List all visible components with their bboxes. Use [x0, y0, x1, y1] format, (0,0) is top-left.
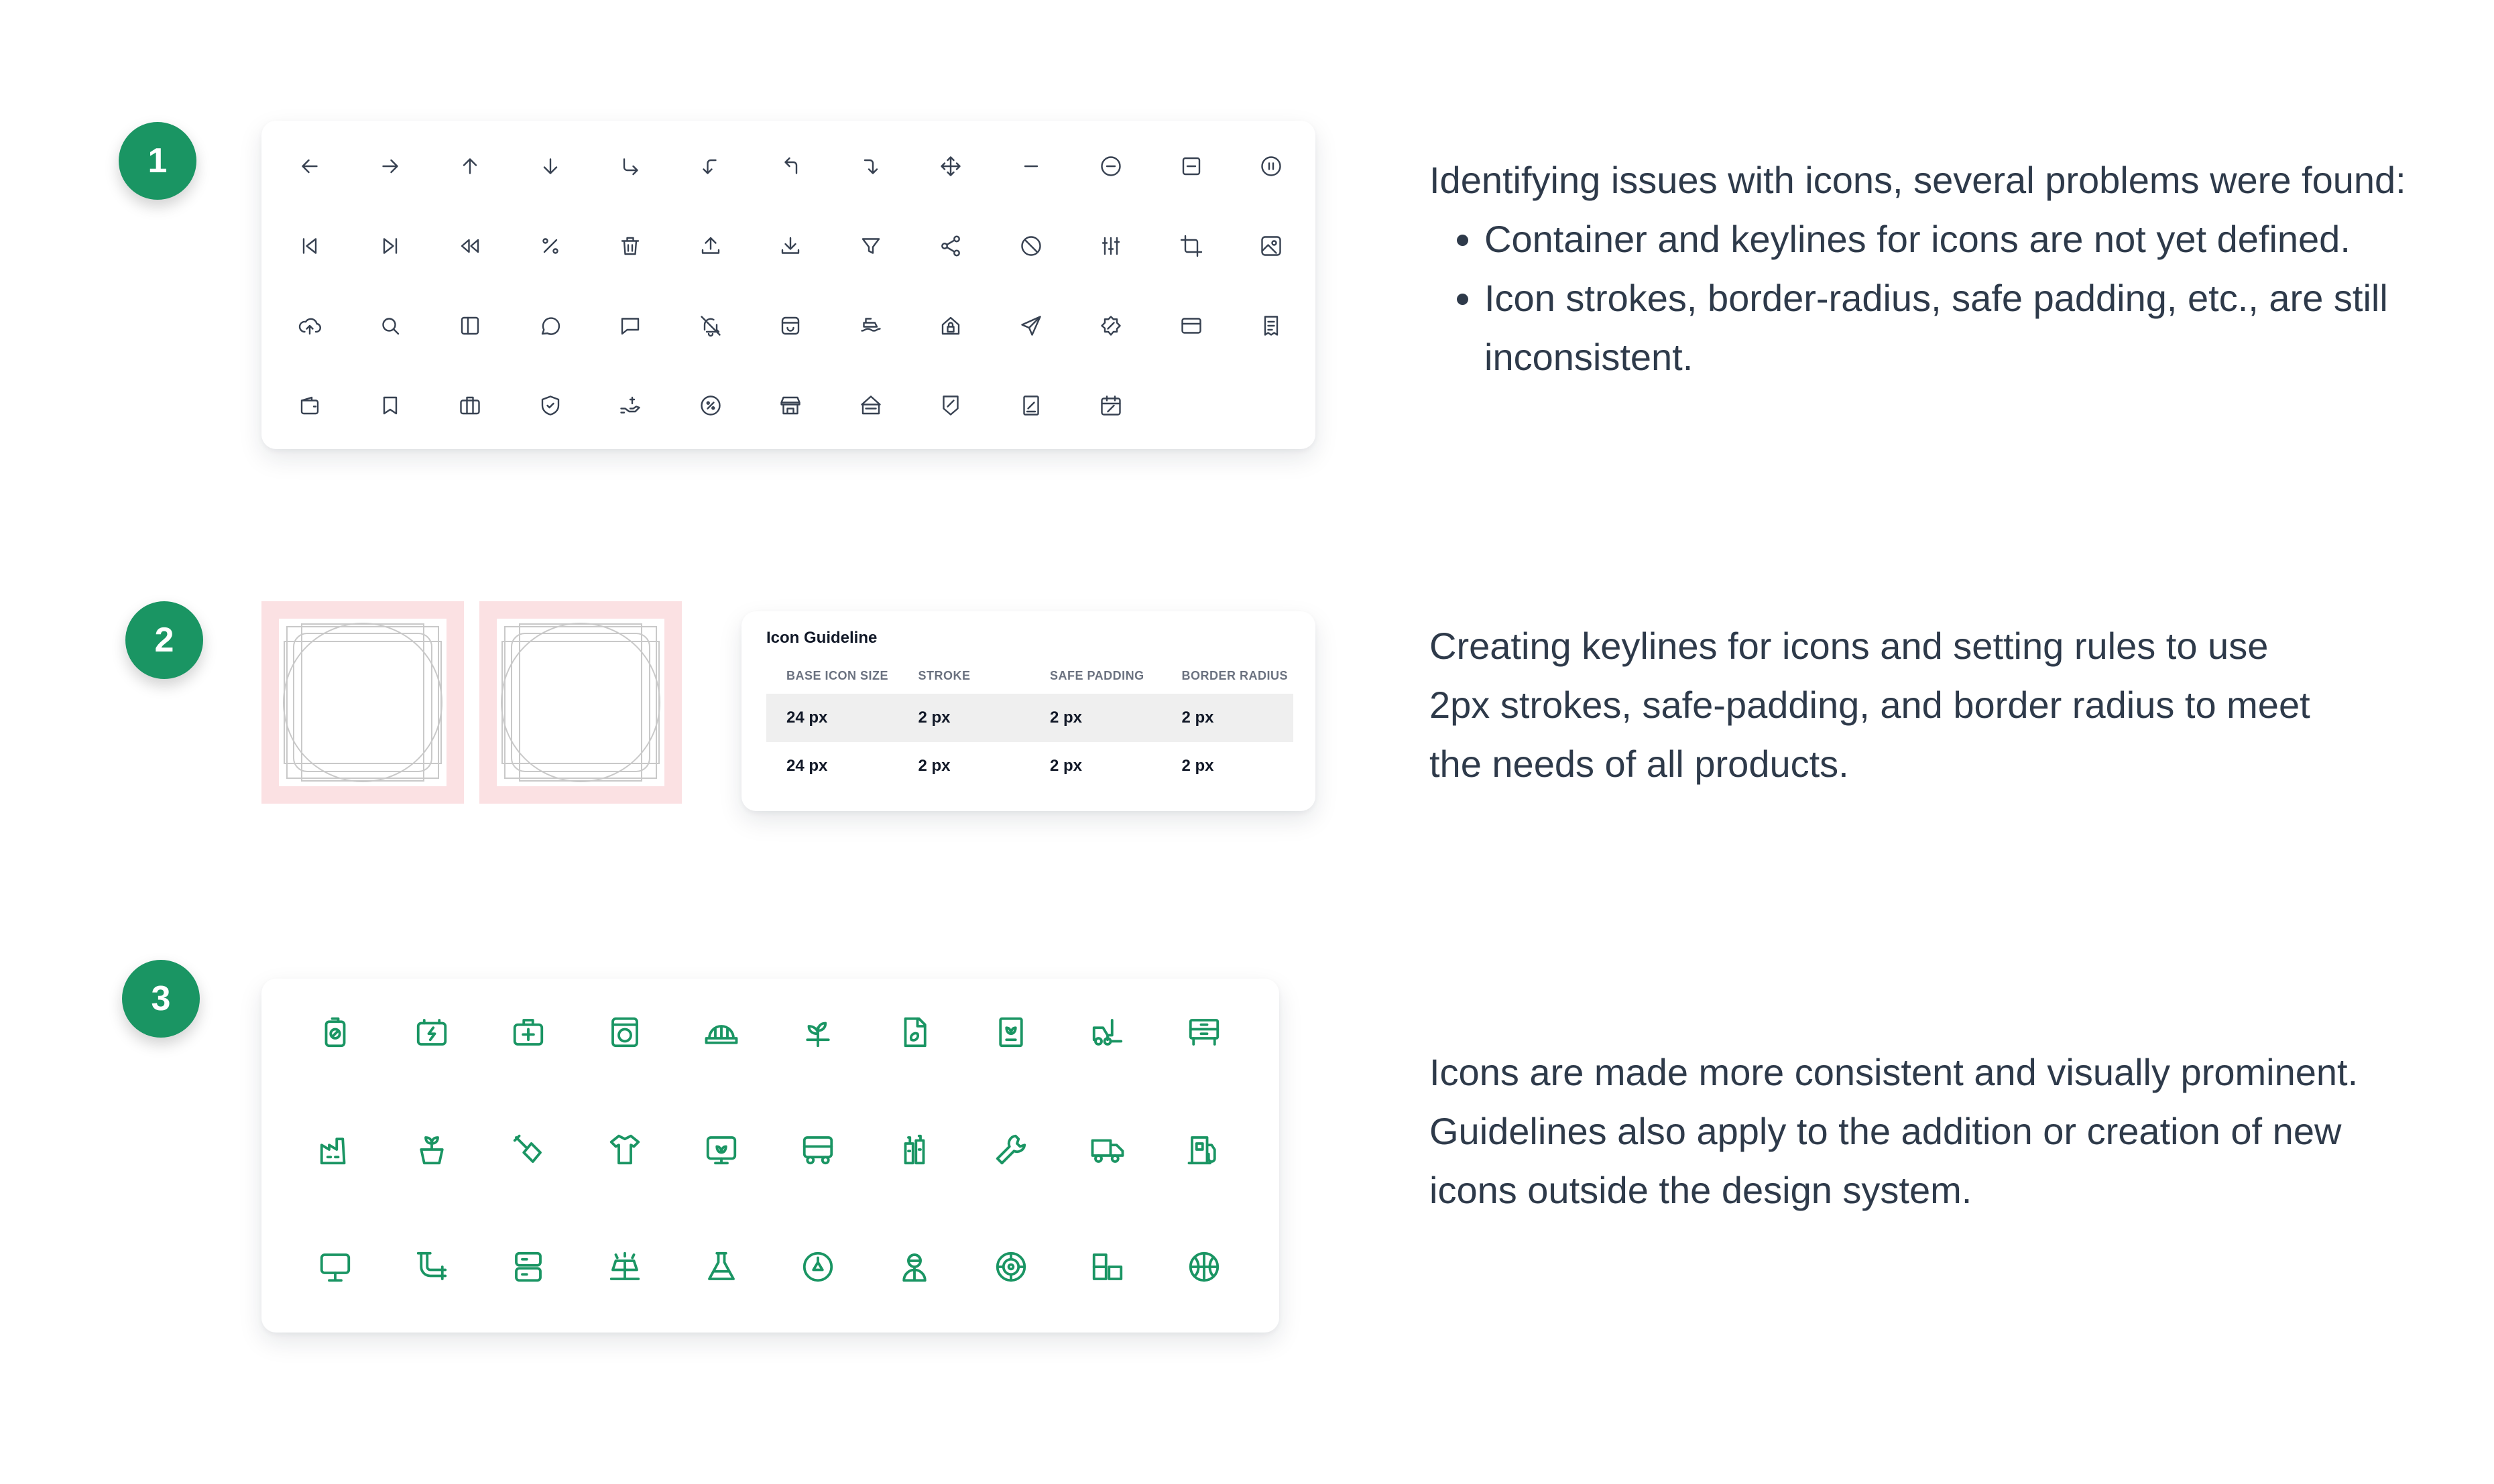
battery-charge-icon: [414, 1014, 450, 1050]
flask-icon: [703, 1249, 739, 1285]
table-cell: 2 px: [1162, 694, 1294, 742]
skip-forward-icon: [378, 234, 402, 258]
first-aid-kit-icon: [510, 1014, 546, 1050]
target-percent-icon: [699, 393, 723, 418]
boxes-icon: [1089, 1249, 1126, 1285]
guideline-table: [766, 669, 1293, 790]
table-cell: 24 px: [786, 757, 828, 775]
corner-up-left-icon: [778, 154, 803, 178]
store-icon: [778, 314, 803, 338]
section-1-intro: Identifying issues with icons, several problems were found:: [1429, 159, 2406, 201]
search-icon: [378, 314, 402, 338]
briefcase-icon: [458, 393, 482, 418]
shop-icon: [778, 393, 803, 418]
minus-icon: [1019, 154, 1043, 178]
step-badge-2: 2: [125, 601, 203, 679]
shovel-icon: [510, 1131, 546, 1168]
arrow-down-icon: [538, 154, 562, 178]
server-icon: [510, 1249, 546, 1285]
shirt-icon: [607, 1131, 643, 1168]
wallet-icon: [298, 393, 322, 418]
pipe-icon: [414, 1249, 450, 1285]
bottles-icon: [896, 1131, 933, 1168]
crop-icon: [1179, 234, 1203, 258]
washing-machine-icon: [607, 1014, 643, 1050]
icon-guideline-card: [741, 611, 1315, 811]
table-cell: 2 px: [1181, 757, 1214, 775]
arrow-up-icon: [458, 154, 482, 178]
bill-percent-icon: [1019, 393, 1043, 418]
filter-icon: [859, 234, 883, 258]
section-3-description: Icons are made more consistent and visually prominent. Guidelines also apply to the addition or creation of new icons outside the design system.: [1429, 1051, 2359, 1211]
table-cell: 2 px: [1030, 694, 1162, 742]
block-icon: [1019, 234, 1043, 258]
cloud-upload-icon: [298, 314, 322, 338]
keyline-grid-primary: [261, 601, 464, 804]
cabinet-icon: [1186, 1014, 1222, 1050]
message-square-icon: [618, 314, 642, 338]
factory-icon: [317, 1131, 353, 1168]
upload-icon: [699, 234, 723, 258]
table-row: [766, 694, 1293, 742]
issue-item: • Container and keylines for icons are not yet defined.: [1484, 210, 2448, 269]
keyline-grid-secondary: [479, 601, 682, 804]
issue-list: [1429, 210, 2448, 387]
rewind-icon: [458, 234, 482, 258]
table-cell: 2 px: [1050, 757, 1083, 775]
share-icon: [939, 234, 963, 258]
receipt-icon: [1259, 314, 1283, 338]
column-header: SAFE PADDING: [1050, 669, 1144, 682]
column-header: BASE ICON SIZE: [786, 669, 889, 682]
corner-left-icon: [699, 154, 723, 178]
sliders-icon: [1099, 234, 1123, 258]
calendar-percent-icon: [1099, 393, 1123, 418]
hand-money-icon: [618, 393, 642, 418]
ball-icon: [1186, 1249, 1222, 1285]
table-cell: 24 px: [766, 694, 898, 742]
book-leaf-icon: [993, 1014, 1029, 1050]
arrow-right-icon: [378, 154, 402, 178]
column-header: STROKE: [918, 669, 971, 682]
wrench-icon: [993, 1131, 1029, 1168]
corner-right-down-icon: [859, 154, 883, 178]
bus-icon: [800, 1131, 836, 1168]
credit-card-icon: [1179, 314, 1203, 338]
download-icon: [778, 234, 803, 258]
table-cell: 2 px: [898, 694, 1030, 742]
issue-item: • Icon strokes, border-radius, safe padding, etc., are still inconsistent.: [1484, 269, 2448, 387]
image-icon: [1259, 234, 1283, 258]
guideline-title: Icon Guideline: [766, 629, 878, 647]
column-header: BORDER RADIUS: [1181, 669, 1289, 682]
fuel-station-icon: [1186, 1131, 1222, 1168]
move-icon: [939, 154, 963, 178]
bell-off-icon: [699, 314, 723, 338]
send-icon: [1019, 314, 1043, 338]
section-2-description: Creating keylines for icons and setting rules to use 2px strokes, safe-padding, and border radius to meet the needs of all products.: [1429, 625, 2310, 785]
pause-circle-icon: [1259, 154, 1283, 178]
discount-badge-icon: [1099, 314, 1123, 338]
solar-panel-icon: [607, 1249, 643, 1285]
tag-percent-icon: [939, 393, 963, 418]
keyline-shapes: [497, 619, 664, 786]
redesigned-icons-card: [261, 979, 1279, 1333]
arrow-left-icon: [298, 154, 322, 178]
sidebar-icon: [458, 314, 482, 338]
worker-icon: [896, 1249, 933, 1285]
ship-icon: [859, 314, 883, 338]
message-circle-icon: [538, 314, 562, 338]
minus-circle-icon: [1099, 154, 1123, 178]
section-1-description: [1429, 151, 2448, 387]
seedling-pot-icon: [414, 1131, 450, 1168]
table-row: [766, 742, 1293, 790]
plant-hand-icon: [800, 1014, 836, 1050]
percent-icon: [538, 234, 562, 258]
step-badge-1: 1: [119, 122, 196, 200]
corner-down-right-icon: [618, 154, 642, 178]
target-leaf-icon: [993, 1249, 1029, 1285]
trash-icon: [618, 234, 642, 258]
skip-back-icon: [298, 234, 322, 258]
forklift-icon: [1089, 1014, 1126, 1050]
shield-check-icon: [538, 393, 562, 418]
desktop-icon: [317, 1249, 353, 1285]
battery-leaf-icon: [317, 1014, 353, 1050]
guideline-header-row: [766, 669, 1293, 694]
helmet-icon: [703, 1014, 739, 1050]
step-badge-3: 3: [122, 960, 200, 1038]
minus-square-icon: [1179, 154, 1203, 178]
recycle-icon: [800, 1249, 836, 1285]
table-cell: 2 px: [918, 757, 951, 775]
monitor-leaf-icon: [703, 1131, 739, 1168]
lock-home-icon: [939, 314, 963, 338]
icon-inventory-card: [261, 121, 1315, 449]
document-leaf-icon: [896, 1014, 933, 1050]
bookmark-icon: [378, 393, 402, 418]
keyline-shapes: [279, 619, 447, 786]
sold-icon: [859, 393, 883, 418]
truck-icon: [1089, 1131, 1126, 1168]
